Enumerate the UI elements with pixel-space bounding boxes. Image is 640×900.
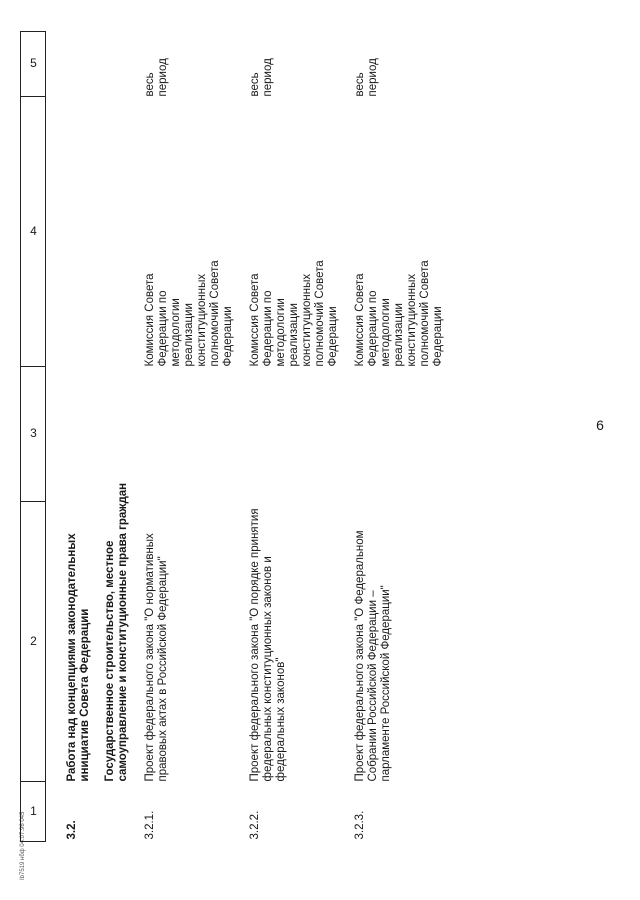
row-number: 3.2.1. (144, 810, 156, 840)
row-responsible: Комиссия Совета Федерации по методологии реализации конституционных полномочий Совета Федерации (249, 260, 339, 367)
column-number: 1 (21, 782, 46, 842)
table-row (249, 32, 340, 842)
section-subtitle: Государственное строительство, местное самоуправление и конституционные права граждан (104, 482, 129, 782)
column-number-header (21, 32, 46, 842)
row-term: весь период (249, 58, 274, 97)
page-number: 6 (596, 417, 604, 433)
table-row (144, 32, 235, 842)
section-title: Работа над концепциями законодательных инициатив Совета Федерации (66, 533, 91, 782)
section-row (46, 32, 131, 842)
row-number: 3.2.3. (354, 810, 366, 840)
row-title: Проект федерального закона "О Федеральном Собрании Российской Федерации – парламенте Российской Федерации" (354, 530, 392, 782)
plan-table (20, 31, 445, 842)
row-number: 3.2.2. (249, 810, 261, 840)
column-number: 4 (21, 97, 46, 367)
column-number: 5 (21, 32, 46, 97)
table-row (354, 32, 445, 842)
row-title: Проект федерального закона "О нормативных правовых актах в Российской Федерации" (144, 533, 169, 782)
footer-code: Ib7519 нбф 04.07.96 045 (20, 811, 26, 880)
row-term: весь период (354, 58, 379, 97)
row-responsible: Комиссия Совета Федерации по методологии реализации конституционных полномочий Совета Федерации (144, 260, 234, 367)
row-term: весь период (144, 58, 169, 97)
column-number: 2 (21, 502, 46, 782)
section-number: 3.2. (66, 820, 78, 840)
column-number: 3 (21, 367, 46, 502)
row-responsible: Комиссия Совета Федерации по методологии реализации конституционных полномочий Совета Федерации (354, 260, 444, 367)
row-title: Проект федерального закона "О порядке принятия федеральных конституционных законов и федеральных законов" (249, 508, 287, 782)
